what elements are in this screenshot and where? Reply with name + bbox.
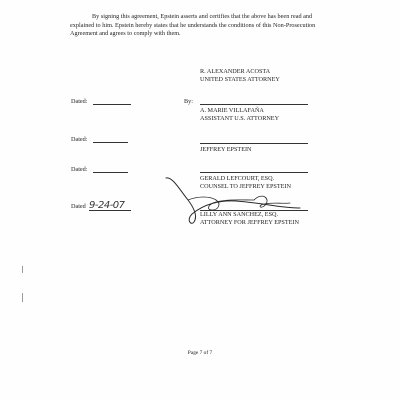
handwritten-date: 9-24-07 — [89, 200, 125, 211]
by-label: By: — [184, 98, 193, 105]
date-line-lefcourt — [93, 172, 128, 173]
sanchez-title: ATTORNEY FOR JEFFREY EPSTEIN — [200, 219, 299, 226]
date-line-assistant — [93, 104, 131, 105]
dated-label-lefcourt: Dated: — [71, 166, 88, 173]
lefcourt-title: COUNSEL TO JEFFREY EPSTEIN — [200, 183, 291, 190]
us-attorney-title: UNITED STATES ATTORNEY — [200, 76, 280, 83]
signature-line-defendant — [200, 143, 308, 144]
us-attorney-name: R. ALEXANDER ACOSTA — [200, 68, 271, 75]
dated-label-assistant: Dated: — [71, 98, 88, 105]
dated-label-defendant: Dated: — [71, 136, 88, 143]
signature-line-assistant — [200, 104, 308, 105]
sanchez-name: LILLY ANN SANCHEZ, ESQ. — [200, 211, 279, 218]
lefcourt-name: GERALD LEFCOURT, ESQ. — [200, 175, 275, 182]
scan-mark — [22, 266, 23, 273]
scan-mark — [22, 293, 23, 302]
assistant-attorney-name: A. MARIE VILLAFAÑA — [200, 107, 264, 114]
assistant-attorney-title: ASSISTANT U.S. ATTORNEY — [200, 115, 280, 122]
date-line-defendant — [93, 142, 128, 143]
dated-label-sanchez: Dated — [71, 203, 86, 210]
defendant-name: JEFFREY EPSTEIN — [200, 146, 252, 153]
page-number: Page 7 of 7 — [187, 350, 213, 356]
date-line-sanchez — [89, 210, 131, 211]
intro-paragraph: By signing this agreement, Epstein asserts and certifies that the above has been read and explained to him. Epstein hereby states that he understands the conditions of this Non-Prosecution Agreement and agrees to comply with them. — [70, 13, 316, 38]
